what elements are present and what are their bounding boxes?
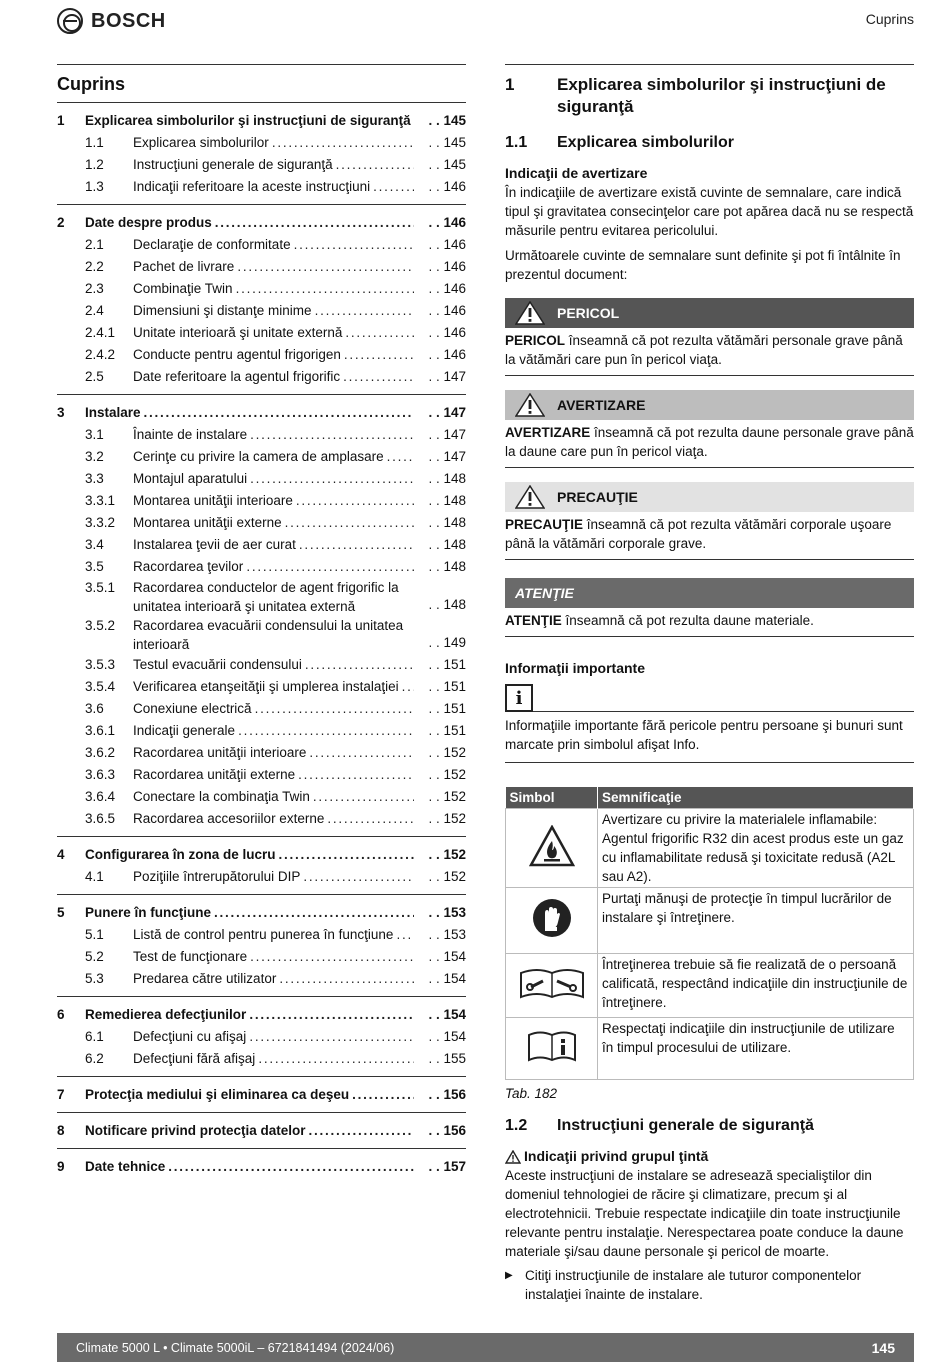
notice-text: înseamnă că pot rezulta daune materiale.: [561, 613, 814, 628]
section-1-2-heading: [505, 1115, 914, 1137]
toc-num: 3.6.5: [85, 811, 116, 826]
small-warning-triangle-icon: [505, 1150, 521, 1164]
toc-title: Racordarea evacuării condensului la unitatea interioară: [133, 618, 404, 652]
caution-bar: [505, 482, 914, 512]
toc-title: Instalarea ţevii de aer curat . . .: [133, 534, 414, 556]
toc-group: [57, 1077, 466, 1113]
toc-title: Indicaţii referitoare la aceste instrucţiuni . . .: [133, 176, 414, 198]
toc-subentry[interactable]: [57, 490, 466, 512]
table-row: [506, 954, 914, 1018]
toc-page: . . 154: [414, 1004, 466, 1026]
toc-group: [57, 205, 466, 395]
notice-bar: [505, 578, 914, 608]
toc-page: . . 152: [414, 866, 466, 888]
toc-chapter-entry[interactable]: [57, 902, 466, 924]
toc-group: [57, 1113, 466, 1149]
toc-page: . . 148: [414, 534, 466, 556]
bosch-logo: [57, 8, 166, 34]
toc-subentry[interactable]: [57, 764, 466, 786]
operating-manual-icon: [526, 1029, 578, 1063]
toc-page: . . 147: [414, 446, 466, 468]
toc-chapter-entry[interactable]: [57, 212, 466, 234]
toc-subentry[interactable]: [57, 720, 466, 742]
toc-num: 3.5.3: [85, 657, 116, 672]
toc-subentry[interactable]: [57, 176, 466, 198]
caution-text: înseamnă că pot rezulta vătămări corporale uşoare până la vătămări corporale grave.: [505, 517, 892, 551]
toc-page: . . 146: [414, 278, 466, 300]
important-info-text: Informaţiile importante fără pericole pentru persoane şi bunuri sunt marcate prin simbolul afişat Info.: [505, 718, 903, 752]
toc-num: 3.6: [85, 701, 104, 716]
notice-box: [505, 578, 914, 637]
warning-text: înseamnă că pot rezulta daune personale grave până la daune care pun în pericol viaţa.: [505, 425, 914, 459]
table-header-row: [506, 787, 914, 809]
toc-num: 5.2: [85, 949, 104, 964]
notice-lead: ATENŢIE: [505, 613, 562, 628]
toc-subentry[interactable]: [57, 742, 466, 764]
toc-title: Montarea unităţii interioare . . .: [133, 490, 414, 512]
toc-page: . . 152: [414, 764, 466, 786]
toc-subentry[interactable]: [57, 1048, 466, 1070]
toc-title: Explicarea simbolurilor şi instrucţiuni de siguranţă . . .: [85, 110, 414, 132]
toc-page: . . 152: [414, 808, 466, 830]
target-group-text: Aceste instrucţiuni de instalare se adresează specialiştilor din domeniul tehnologiei de răcire şi climatizare, precum şi al electrotehnicii. Trebuie respectate indicaţiile din toate instrucţiunile relevante pentru instalaţie. Nerespectarea poate conduce la daune materiale şi/sau daune personale şi pericol de moarte.: [505, 1168, 904, 1259]
warning-notes-heading: Indicaţii de avertizare: [505, 165, 648, 181]
toc-title: Combinaţie Twin . . .: [133, 278, 414, 300]
toc-num: 3.3.2: [85, 515, 116, 530]
toc-num: 3.5.2: [85, 618, 116, 633]
toc-subentry[interactable]: [57, 424, 466, 446]
warning-triangle-icon: [515, 393, 545, 417]
toc-page: . . 147: [414, 424, 466, 446]
toc-num: 2.3: [85, 281, 104, 296]
warning-triangle-icon: [515, 301, 545, 325]
toc-num: 8: [57, 1123, 65, 1138]
page-number: 145: [871, 1339, 895, 1356]
table-row: [506, 809, 914, 888]
section-number: 1: [505, 75, 515, 94]
toc-page: . . 149: [414, 632, 466, 654]
toc-title: Instalare . . .: [85, 402, 414, 424]
danger-text: înseamnă că pot rezulta vătămări personale grave până la vătămări care pun în pericol viaţa.: [505, 333, 903, 367]
toc-title: Verificarea etanşeităţii şi umplerea instalaţiei . . .: [133, 676, 414, 698]
toc-subentry[interactable]: [57, 344, 466, 366]
toc-num: 2.5: [85, 369, 104, 384]
target-group-heading: [505, 1147, 914, 1166]
brand-name: BOSCH: [91, 9, 166, 32]
section-1-1-heading: [505, 132, 914, 154]
flammable-warning-icon: [529, 825, 575, 867]
toc-page: . . 145: [414, 110, 466, 132]
warning-bar: [505, 390, 914, 420]
toc-num: 3.6.1: [85, 723, 116, 738]
toc-num: 5.3: [85, 971, 104, 986]
toc-subentry[interactable]: [57, 924, 466, 946]
toc-page: . . 148: [414, 556, 466, 578]
toc-num: 3.4: [85, 537, 104, 552]
toc-num: 3: [57, 405, 65, 420]
toc-num: 3.6.2: [85, 745, 116, 760]
toc-page: . . 148: [414, 594, 466, 616]
toc-title: Înainte de instalare . . .: [133, 424, 414, 446]
section-number: 1.2: [505, 1117, 528, 1134]
toc-subentry[interactable]: [57, 654, 466, 676]
toc-num: 6: [57, 1007, 65, 1022]
main-content: [505, 64, 914, 1304]
toc-num: 3.3: [85, 471, 104, 486]
toc-group: [57, 103, 466, 205]
toc-num: 1.1: [85, 135, 104, 150]
notice-label: ATENŢIE: [515, 584, 574, 601]
warning-intro-2: Următoarele cuvinte de semnalare sunt definite şi pot fi întâlnite în prezentul document:: [505, 248, 901, 282]
toc-subentry[interactable]: [57, 578, 466, 616]
toc-page: . . 154: [414, 946, 466, 968]
table-of-contents: [57, 64, 466, 1184]
col-symbol: Simbol: [506, 787, 598, 809]
toc-title: Pachet de livrare . . .: [133, 256, 414, 278]
toc-page: . . 153: [414, 902, 466, 924]
toc-group: [57, 997, 466, 1077]
toc-page: . . 152: [414, 742, 466, 764]
toc-group: [57, 395, 466, 837]
running-header: Cuprins: [865, 11, 914, 27]
toc-page: . . 146: [414, 322, 466, 344]
toc-title: Indicaţii generale . . .: [133, 720, 414, 742]
toc-page: . . 146: [414, 300, 466, 322]
toc-title: Date despre produs . . .: [85, 212, 414, 234]
toc-chapter-entry[interactable]: [57, 1156, 466, 1178]
toc-page: . . 146: [414, 344, 466, 366]
toc-group: [57, 837, 466, 895]
toc-title: Defecţiuni cu afişaj . . .: [133, 1026, 414, 1048]
toc-subentry[interactable]: [57, 366, 466, 388]
toc-page: . . 146: [414, 234, 466, 256]
col-meaning: Semnificaţie: [598, 787, 914, 809]
section-title: Explicarea simbolurilor: [557, 134, 734, 151]
toc-title: Cerinţe cu privire la camera de amplasare . . .: [133, 446, 414, 468]
toc-title: Explicarea simbolurilor . . .: [133, 132, 414, 154]
toc-chapter-entry[interactable]: [57, 1084, 466, 1106]
bullet-arrow-icon: ▶: [505, 1270, 513, 1281]
toc-heading: Cuprins: [57, 65, 466, 103]
toc-page: . . 151: [414, 676, 466, 698]
toc-page: . . 151: [414, 698, 466, 720]
important-info-heading: Informaţii importante: [505, 660, 646, 676]
toc-title: Instrucţiuni generale de siguranţă . . .: [133, 154, 414, 176]
toc-num: 3.2: [85, 449, 104, 464]
toc-subentry[interactable]: [57, 808, 466, 830]
toc-subentry[interactable]: [57, 300, 466, 322]
toc-num: 1.3: [85, 179, 104, 194]
toc-subentry[interactable]: [57, 154, 466, 176]
toc-num: 2.4.2: [85, 347, 116, 362]
toc-title: Notificare privind protecţia datelor . . .: [85, 1120, 414, 1142]
toc-subentry[interactable]: [57, 616, 466, 654]
toc-subentry[interactable]: [57, 1026, 466, 1048]
toc-page: . . 146: [414, 212, 466, 234]
toc-num: 6.1: [85, 1029, 104, 1044]
toc-title: Protecţia mediului şi eliminarea ca deşeu . . .: [85, 1084, 414, 1106]
toc-title: Listă de control pentru punerea în funcţiune . . .: [133, 924, 414, 946]
important-info-block: [505, 684, 914, 763]
toc-title: Declaraţie de conformitate . . .: [133, 234, 414, 256]
toc-subentry[interactable]: [57, 468, 466, 490]
caution-label: PRECAUŢIE: [557, 488, 638, 505]
toc-subentry[interactable]: [57, 698, 466, 720]
toc-title: Racordarea conductelor de agent frigorific la unitatea interioară şi unitatea externă: [133, 580, 399, 614]
symbol-cell: [506, 809, 598, 888]
table-caption: Tab. 182: [505, 1086, 558, 1101]
toc-title: Unitate interioară şi unitate externă . . .: [133, 322, 414, 344]
toc-title: Racordarea unităţii interioare . . .: [133, 742, 414, 764]
toc-subentry[interactable]: [57, 278, 466, 300]
toc-page: . . 147: [414, 366, 466, 388]
meaning-cell: Purtaţi mănuşi de protecţie în timpul lucrărilor de instalare şi întreţinere.: [598, 888, 914, 954]
section-title: Explicarea simbolurilor şi instrucţiuni de siguranţă: [557, 75, 886, 116]
toc-title: Defecţiuni fără afişaj . . .: [133, 1048, 414, 1070]
symbol-cell: [506, 888, 598, 954]
toc-page: . . 146: [414, 256, 466, 278]
toc-page: . . 146: [414, 176, 466, 198]
toc-num: 3.5.4: [85, 679, 116, 694]
info-icon-row: [505, 684, 914, 712]
toc-title: Conducte pentru agentul frigorigen . . .: [133, 344, 414, 366]
toc-page: . . 152: [414, 844, 466, 866]
toc-num: 1: [57, 113, 65, 128]
toc-page: . . 154: [414, 968, 466, 990]
toc-title: Predarea către utilizator . . .: [133, 968, 414, 990]
toc-chapter-entry[interactable]: [57, 402, 466, 424]
warning-lead: AVERTIZARE: [505, 425, 591, 440]
info-icon: i: [505, 684, 533, 712]
toc-subentry[interactable]: [57, 512, 466, 534]
toc-num: 5: [57, 905, 65, 920]
info-rule: [533, 684, 914, 712]
table-row: [506, 1018, 914, 1080]
toc-num: 4: [57, 847, 65, 862]
toc-page: . . 151: [414, 720, 466, 742]
toc-title: Configurarea în zona de lucru . . .: [85, 844, 414, 866]
bullet-text: Citiţi instrucţiunile de instalare ale tuturor componentelor instalaţiei înainte de instalare.: [525, 1268, 862, 1302]
toc-page: . . 155: [414, 1048, 466, 1070]
toc-num: 2.4: [85, 303, 104, 318]
toc-num: 6.2: [85, 1051, 104, 1066]
toc-page: . . 151: [414, 654, 466, 676]
toc-chapter-entry[interactable]: [57, 1004, 466, 1026]
toc-title: Date tehnice . . .: [85, 1156, 414, 1178]
gloves-icon: [532, 898, 572, 938]
warning-triangle-icon: [515, 485, 545, 509]
toc-num: 9: [57, 1159, 65, 1174]
meaning-cell: Avertizare cu privire la materialele inflamabile: Agentul frigorific R32 din acest produs este un gaz cu inflamabilitate redusă şi toxicitate redusă (A2L sau A2).: [598, 809, 914, 888]
toc-title: Conexiune electrică . . .: [133, 698, 414, 720]
toc-subentry[interactable]: [57, 786, 466, 808]
caution-lead: PRECAUŢIE: [505, 517, 584, 532]
toc-page: . . 148: [414, 512, 466, 534]
toc-title: Test de funcţionare . . .: [133, 946, 414, 968]
toc-chapter-entry[interactable]: [57, 844, 466, 866]
target-group-title: Indicaţii privind grupul ţintă: [524, 1148, 709, 1164]
danger-bar: [505, 298, 914, 328]
toc-subentry[interactable]: [57, 322, 466, 344]
bosch-armature-icon: [57, 8, 83, 34]
toc-subentry[interactable]: [57, 556, 466, 578]
toc-subentry[interactable]: [57, 234, 466, 256]
toc-groups: [57, 103, 466, 1184]
toc-num: 5.1: [85, 927, 104, 942]
toc-num: 3.6.4: [85, 789, 116, 804]
toc-title: Conectare la combinaţia Twin . . .: [133, 786, 414, 808]
toc-title: Racordarea accesoriilor externe . . .: [133, 808, 414, 830]
toc-title: Montajul aparatului . . .: [133, 468, 414, 490]
toc-subentry[interactable]: [57, 676, 466, 698]
toc-num: 3.5: [85, 559, 104, 574]
toc-num: 3.3.1: [85, 493, 116, 508]
toc-page: . . 154: [414, 1026, 466, 1048]
danger-label: PERICOL: [557, 304, 620, 321]
toc-page: . . 156: [414, 1120, 466, 1142]
toc-page: . . 157: [414, 1156, 466, 1178]
toc-subentry[interactable]: [57, 946, 466, 968]
toc-chapter-entry[interactable]: [57, 1120, 466, 1142]
symbol-cell: [506, 1018, 598, 1080]
toc-title: Remedierea defecţiunilor . . .: [85, 1004, 414, 1026]
warning-intro: În indicaţiile de avertizare există cuvinte de semnalare, care indică tipul şi gravitatea consecinţelor care pot apărea dacă nu se respectă măsurile pentru evitarea pericolului.: [505, 185, 914, 238]
toc-title: Punere în funcţiune . . .: [85, 902, 414, 924]
toc-subentry[interactable]: [57, 256, 466, 278]
warning-label: AVERTIZARE: [557, 396, 646, 413]
caution-notice: [505, 482, 914, 560]
toc-title: Racordarea ţevilor . . .: [133, 556, 414, 578]
toc-title: Dimensiuni şi distanţe minime . . .: [133, 300, 414, 322]
toc-group: [57, 1149, 466, 1184]
toc-subentry[interactable]: [57, 866, 466, 888]
toc-page: . . 145: [414, 132, 466, 154]
toc-subentry[interactable]: [57, 132, 466, 154]
toc-num: 2.4.1: [85, 325, 116, 340]
symbol-cell: [506, 954, 598, 1018]
meaning-cell: Întreţinerea trebuie să fie realizată de o persoană calificată, respectând indicaţiile din instrucţiunile de întreţinere.: [598, 954, 914, 1018]
toc-page: . . 145: [414, 154, 466, 176]
toc-num: 2.2: [85, 259, 104, 274]
meaning-cell: Respectaţi indicaţiile din instrucţiunile de utilizare în timpul procesului de utilizare.: [598, 1018, 914, 1080]
toc-num: 3.5.1: [85, 580, 116, 595]
toc-num: 2.1: [85, 237, 104, 252]
toc-subentry[interactable]: [57, 968, 466, 990]
toc-page: . . 148: [414, 468, 466, 490]
toc-num: 1.2: [85, 157, 104, 172]
toc-page: . . 152: [414, 786, 466, 808]
instruction-bullet: [505, 1266, 914, 1304]
toc-subentry[interactable]: [57, 534, 466, 556]
toc-page: . . 148: [414, 490, 466, 512]
toc-num: 3.6.3: [85, 767, 116, 782]
page-footer: [57, 1333, 914, 1362]
toc-page: . . 147: [414, 402, 466, 424]
toc-num: 3.1: [85, 427, 104, 442]
danger-lead: PERICOL: [505, 333, 566, 348]
danger-notice: [505, 298, 914, 376]
toc-title: Montarea unităţii externe . . .: [133, 512, 414, 534]
section-number: 1.1: [505, 134, 528, 151]
toc-title: Racordarea unităţii externe . . .: [133, 764, 414, 786]
section-1-heading: [505, 65, 914, 118]
warning-notice: [505, 390, 914, 468]
section-title: Instrucţiuni generale de siguranţă: [557, 1117, 814, 1134]
table-row: [506, 888, 914, 954]
toc-title: Poziţiile întrerupătorului DIP . . .: [133, 866, 414, 888]
toc-title: Date referitoare la agentul frigorific . . .: [133, 366, 414, 388]
toc-page: . . 156: [414, 1084, 466, 1106]
toc-num: 2: [57, 215, 65, 230]
toc-chapter-entry[interactable]: [57, 110, 466, 132]
toc-page: . . 153: [414, 924, 466, 946]
service-manual-icon: [517, 965, 587, 1001]
toc-num: 7: [57, 1087, 65, 1102]
footer-doc-id: Climate 5000 L • Climate 5000iL – 6721841494 (2024/06): [76, 1340, 395, 1355]
toc-title: Testul evacuării condensului . . .: [133, 654, 414, 676]
symbols-table: [505, 787, 914, 1080]
toc-group: [57, 895, 466, 997]
toc-num: 4.1: [85, 869, 104, 884]
toc-subentry[interactable]: [57, 446, 466, 468]
